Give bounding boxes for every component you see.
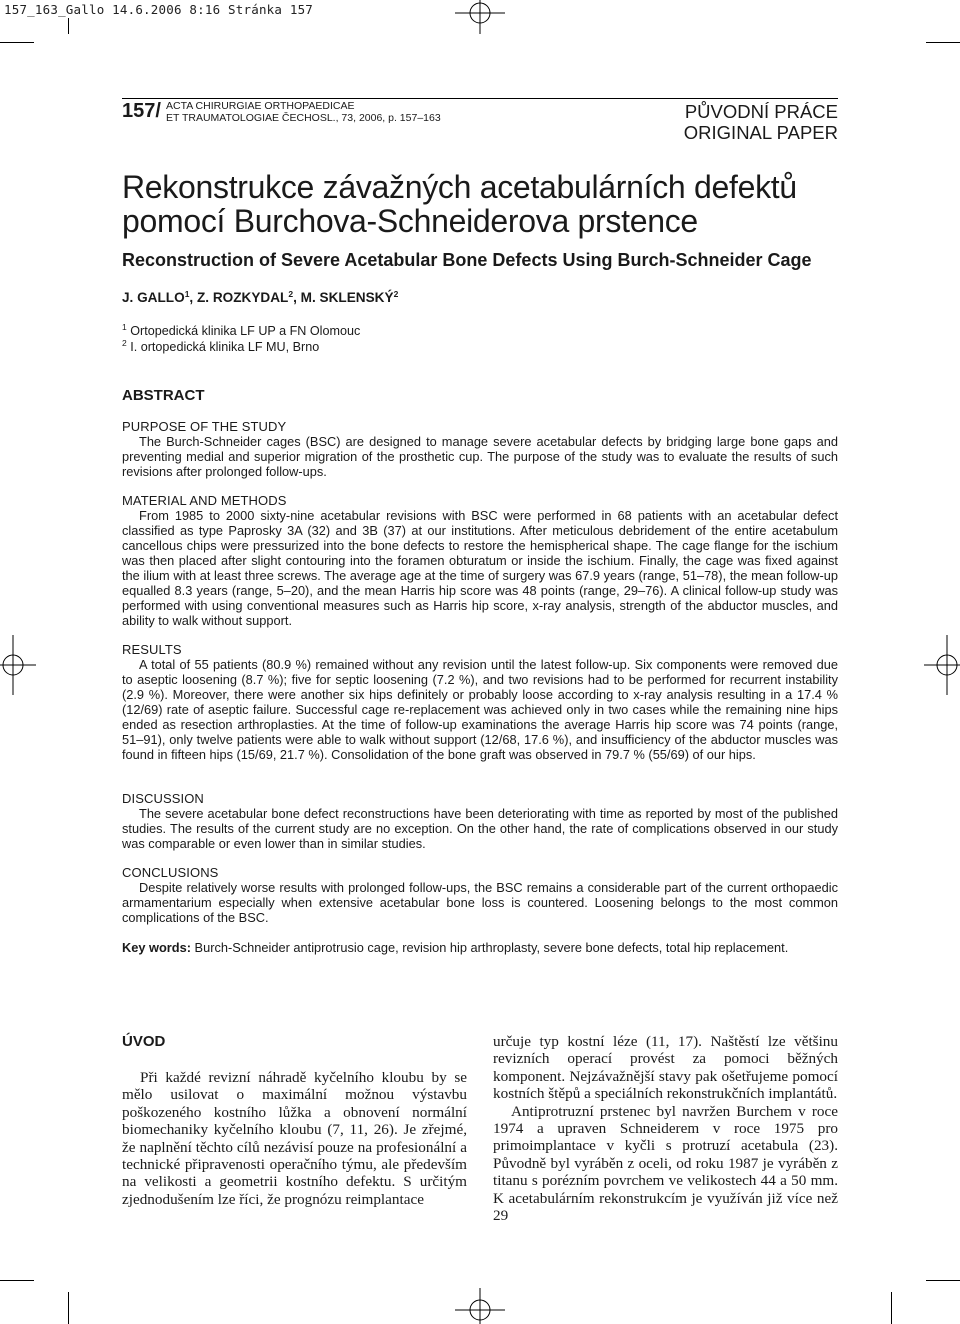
- conclusions-text: Despite relatively worse results with prolonged follow-ups, the BSC remains a considerable part of the current orthopaedic armamentarium especially when extensive acetabular bone loss is countered. Loosening belongs to the most common complications of the BSC.: [122, 880, 838, 925]
- author-name: M. SKLENSKÝ: [300, 290, 394, 305]
- affiliation-sup: 2: [122, 338, 127, 348]
- results-text: A total of 55 patients (80.9 %) remained without any revision until the latest follow-up. Six components were removed due to aseptic loosening (8.7 %); five for septic loosening (7.2 %), and two revisions had to be performed for recurrent instability (2.9 %). Moreover, there were another six hips definitely or probably loose according to x-ray analysis resulting in a 17.4 % (12/69) rate of aseptic failure. Successful cage re-replacement was achieved only in two cases while the remaining nine hips ended as resection arthroplasties. At the time of follow-up examinations the average Harris hip score was 74 points (range, 51–91), only twelve patients were able to walk without support (12/68, 17.6 %), and insufficiency of the abductor muscles was found in fifteen hips (15/69, 21.7 %). Consolidation of the bone graft was observed in 79.7 % (55/69) of our hips.: [122, 657, 838, 762]
- crop-mark: [891, 1292, 892, 1324]
- crop-mark: [0, 42, 34, 43]
- journal-citation: [166, 100, 441, 124]
- registration-mark-bottom: [455, 1288, 505, 1324]
- crop-mark: [0, 1280, 34, 1281]
- intro-paragraph: Při každé revizní náhradě kyčelního kloubu by se mělo usilovat o maximální možnou výstavbu poškozeného kostního lůžka a obnovení normální biomechaniky kyčelního kloubu (7, 11, 26). Je zřejmé, že naplnění těchto cílů nezávisí pouze na profesionální a technické připravenosti operačního týmu, ale především na velikosti a geometrii kostního defektu. S určitým zjednodušením lze říci, že prognózu reimplantace: [122, 1069, 467, 1208]
- header-rule: [122, 98, 838, 99]
- affiliation-sup: 1: [122, 322, 127, 332]
- print-slug: 157_163_Gallo 14.6.2006 8:16 Stránka 157: [4, 2, 314, 17]
- affiliation: [122, 338, 319, 354]
- keywords-label: Key words:: [122, 940, 191, 955]
- author-name: Z. ROZKYDAL: [196, 290, 289, 305]
- authors: [122, 289, 398, 305]
- affiliation-text: I. ortopedická klinika LF MU, Brno: [130, 340, 320, 354]
- registration-mark-left: [0, 635, 36, 695]
- author-sup: 1: [184, 289, 190, 299]
- methods-text: From 1985 to 2000 sixty-nine acetabular revisions with BSC were performed in 68 patients with an acetabular defect classified as type Paprosky 3A (32) and 3B (37) at our institutions. After meticulous debridement of the entire acetabulum cancellous chips were pressurized into the bone defects to restore the hemispherical shape. The cage flange for the ischium was then placed after slight contouring into the foramen obturatum or inside the ischium. Finally, the cage was fixed against the ilium with at least three screws. The average age at the time of surgery was 67.9 years (range, 51–78), the mean follow-up equalled 8.3 years (range, 5–20), and the mean Harris hip score was 48 points (range, 29–76). A clinical follow-up study was performed with using conventional measures such as Harris hip score, x-ray analysis, strength of the abductor muscles, and ability to walk without support.: [122, 508, 838, 628]
- crop-mark: [68, 18, 69, 34]
- article-type-cz: PŮVODNÍ PRÁCE: [684, 101, 838, 122]
- article-type-en: ORIGINAL PAPER: [683, 122, 838, 143]
- purpose-heading: PURPOSE OF THE STUDY: [122, 419, 287, 434]
- intro-right-column: [493, 1033, 838, 1224]
- conclusions-heading: CONCLUSIONS: [122, 865, 219, 880]
- title-line: pomocí Burchova-Schneiderova prstence: [122, 203, 698, 239]
- affiliation-text: Ortopedická klinika LF UP a FN Olomouc: [130, 324, 361, 338]
- discussion-heading: DISCUSSION: [122, 791, 204, 806]
- page-number: 157/: [122, 100, 161, 122]
- registration-mark-right: [924, 635, 960, 695]
- keywords-text: Burch-Schneider antiprotrusio cage, revision hip arthroplasty, severe bone defects, total hip replacement.: [190, 940, 789, 955]
- intro-heading: ÚVOD: [122, 1033, 166, 1050]
- crop-mark: [926, 42, 960, 43]
- registration-mark-top: [455, 0, 505, 34]
- author-sup: 2: [393, 289, 399, 299]
- author-sep: ,: [189, 290, 197, 305]
- article-title-en: Reconstruction of Severe Acetabular Bone Defects Using Burch-Schneider Cage: [122, 250, 812, 270]
- methods-heading: MATERIAL AND METHODS: [122, 493, 287, 508]
- title-line: Rekonstrukce závažných acetabulárních defektů: [122, 169, 797, 205]
- intro-paragraph: určuje typ kostní léze (11, 17). Naštěstí lze většinu revizních operací provést za pomoci běžných komponent. Nejzávažnější stavy pak ošetřujeme pomocí kostních štěpů a speciálních rekonstrukčních implantátů.: [493, 1033, 838, 1103]
- abstract-heading: ABSTRACT: [122, 387, 205, 404]
- affiliation: [122, 322, 360, 338]
- journal-volume: ET TRAUMATOLOGIAE ČECHOSL., 73, 2006, p. 157–163: [166, 112, 441, 124]
- journal-name: ACTA CHIRURGIAE ORTHOPAEDICAE: [166, 100, 355, 112]
- keywords: [122, 940, 838, 955]
- article-title: [122, 170, 838, 238]
- author-name: J. GALLO: [122, 290, 185, 305]
- article-type: [684, 101, 838, 143]
- intro-left-column: [122, 1069, 467, 1208]
- author-sep: ,: [293, 290, 301, 305]
- results-heading: RESULTS: [122, 642, 182, 657]
- purpose-text: The Burch-Schneider cages (BSC) are designed to manage severe acetabular defects by bridging large bone gaps and preventing medial and superior migration of the prosthetic cup. The purpose of the study was to evaluate the results of such revisions after prolonged follow-ups.: [122, 434, 838, 479]
- crop-mark: [68, 1292, 69, 1324]
- discussion-text: The severe acetabular bone defect reconstructions have been deteriorating with time as reported by most of the published studies. The results of the current study are no exception. On the other hand, the rate of complications observed in our study was comparable or even lower than in similar studies.: [122, 806, 838, 851]
- intro-paragraph: Antiprotruzní prstenec byl navržen Burchem v roce 1974 a upraven Schneiderem v roce 1975 pro primoimplantace v kyčli s protruzí acetabula (23). Původně byl vyráběn z oceli, od roku 1987 je vyráběn z titanu s porézním povrchem ve velikostech 44 a 50 mm. K acetabulárním rekonstrukcím je využíván již více než 29: [493, 1102, 838, 1225]
- crop-mark: [926, 1280, 960, 1281]
- author-sup: 2: [288, 289, 294, 299]
